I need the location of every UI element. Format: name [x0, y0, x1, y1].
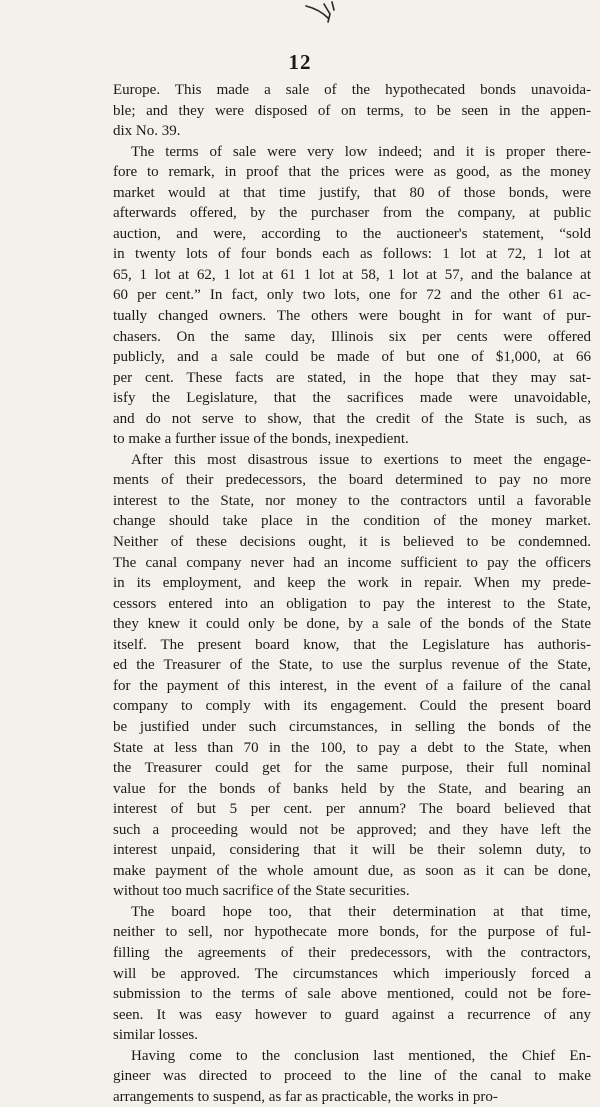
- paragraph: [113, 902, 591, 1046]
- text-line: submission to the terms of sale above mentioned, could not be fore-: [113, 986, 591, 1003]
- text-line: in twenty lots of four bonds each as follows: 1 lot at 72, 1 lot at: [113, 246, 591, 263]
- text-line: make payment of the whole amount due, as soon as it can be done,: [113, 862, 591, 879]
- text-line: change should take place in the condition of the money market.: [113, 513, 591, 530]
- text-line: publicly, and a sale could be made of but one of $1,000, at 66: [113, 349, 591, 366]
- text-line: itself. The present board know, that the Legislature has authoris-: [113, 636, 591, 653]
- text-line: ble; and they were disposed of on terms, to be seen in the appen-: [113, 102, 591, 119]
- ink-mark-icon: [304, 0, 344, 30]
- text-line: filling the agreements of their predecessors, with the contractors,: [113, 944, 591, 961]
- text-line: interest to the State, nor money to the contractors until a favorable: [113, 492, 591, 509]
- text-line: similar losses.: [113, 1027, 198, 1044]
- text-line: isfy the Legislature, that the sacrifices made were unavoidable,: [113, 390, 591, 407]
- text-line: dix No. 39.: [113, 123, 181, 140]
- text-line: company to comply with its engagement. Could the present board: [113, 698, 591, 715]
- text-line: the Treasurer could get for the same purpose, their full nominal: [113, 760, 591, 777]
- text-line: market would at that time justify, that 80 of those bonds, were: [113, 184, 591, 201]
- text-line: without too much sacrifice of the State securities.: [113, 883, 410, 900]
- text-line: in its employment, and keep the work in repair. When my prede-: [113, 575, 591, 592]
- text-line: auction, and were, according to the auctioneer's statement, “sold: [113, 225, 591, 242]
- paragraph: [113, 450, 591, 902]
- text-line: such a proceeding would not be approved; and they have left the: [113, 821, 591, 838]
- text-line: and do not serve to show, that the credit of the State is such, as: [113, 410, 591, 427]
- text-line: for the payment of this interest, in the event of a failure of the canal: [113, 677, 591, 694]
- text-line: Neither of these decisions ought, it is believed to be condemned.: [113, 534, 591, 551]
- text-line: neither to sell, nor hypothecate more bonds, for the purpose of ful-: [113, 924, 591, 941]
- text-line: they knew it could only be done, by a sale of the bonds of the State: [113, 616, 591, 633]
- text-line: Europe. This made a sale of the hypothecated bonds unavoida-: [113, 82, 591, 98]
- text-line: interest of but 5 per cent. per annum? The board believed that: [113, 801, 591, 818]
- text-line: afterwards offered, by the purchaser from the company, at public: [113, 205, 591, 222]
- text-line: seen. It was easy however to guard against a recurrence of any: [113, 1006, 591, 1023]
- text-line: Having come to the conclusion last mentioned, the Chief En-: [131, 1047, 591, 1064]
- text-line: After this most disastrous issue to exertions to meet the engage-: [131, 451, 591, 468]
- text-line: be justified under such circumstances, in selling the bonds of the: [113, 718, 591, 735]
- text-line: interest unpaid, considering that it will be their solemn duty, to: [113, 842, 591, 859]
- text-line: tually changed owners. The others were bought in for want of pur-: [113, 308, 591, 325]
- paragraph: [113, 142, 591, 450]
- text-line: fore to remark, in proof that the prices were as good, as the money: [113, 164, 591, 181]
- text-line: 65, 1 lot at 62, 1 lot at 61 1 lot at 58, 1 lot at 57, and the balance at: [113, 266, 591, 283]
- page-number: 12: [288, 50, 312, 74]
- text-line: per cent. These facts are stated, in the hope that they may sat-: [113, 369, 591, 386]
- paragraph: [113, 80, 591, 142]
- text-line: ments of their predecessors, the board determined to pay no more: [113, 472, 591, 489]
- text-line: ed the Treasurer of the State, to use the surplus revenue of the State,: [113, 657, 591, 674]
- text-line: arrangements to suspend, as far as practicable, the works in pro-: [113, 1088, 498, 1105]
- text-line: 60 per cent.” In fact, only two lots, one for 72 and the other 61 ac-: [113, 287, 591, 304]
- text-line: to make a further issue of the bonds, inexpedient.: [113, 431, 409, 448]
- text-line: The board hope too, that their determination at that time,: [131, 903, 591, 920]
- text-line: value for the bonds of banks held by the State, and bearing an: [113, 780, 591, 797]
- text-line: will be approved. The circumstances which imperiously forced a: [113, 965, 591, 982]
- paragraph: [113, 1046, 591, 1107]
- text-line: gineer was directed to proceed to the line of the canal to make: [113, 1068, 591, 1085]
- text-line: chasers. On the same day, Illinois six per cents were offered: [113, 328, 591, 345]
- text-line: State at less than 70 in the 100, to pay a debt to the State, when: [113, 739, 591, 756]
- body-text: [113, 80, 591, 1107]
- text-line: The canal company never had an income sufficient to pay the officers: [113, 554, 591, 571]
- text-line: cessors entered into an obligation to pay the interest to the State,: [113, 595, 591, 612]
- text-line: The terms of sale were very low indeed; and it is proper there-: [131, 143, 591, 160]
